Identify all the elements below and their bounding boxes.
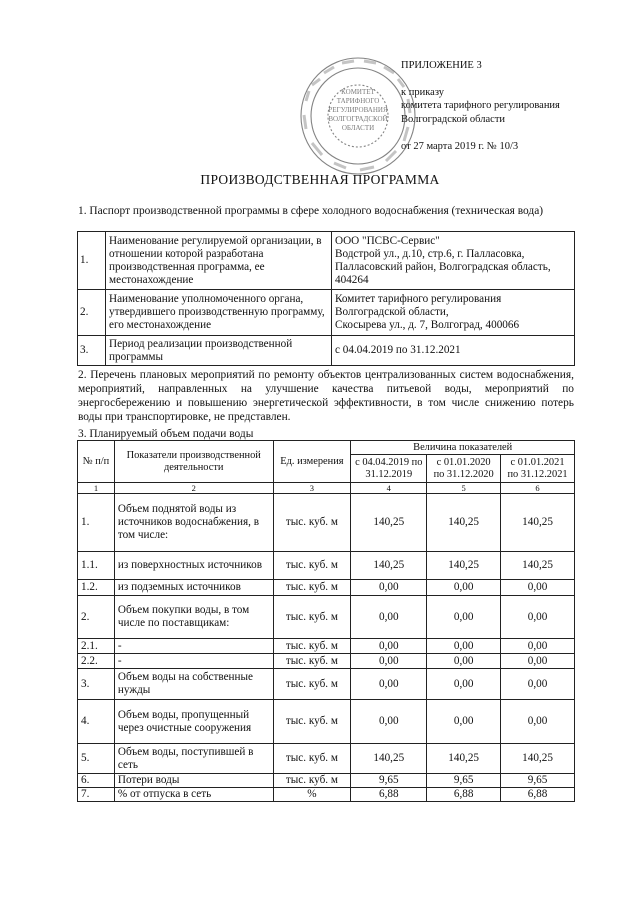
row-value: 0,00 [351, 700, 427, 744]
row-name: - [114, 654, 273, 669]
seal-line-1: КОМИТЕТ [341, 88, 375, 96]
header-period: с 01.01.2021 по 31.12.2021 [501, 455, 575, 483]
row-value: 0,00 [427, 654, 501, 669]
table-row [78, 580, 575, 596]
passport-value-line: Водстрой ул., д.10, стр.6, г. Палласовка, Палласовский район, Волгоградская область, 404264 [335, 247, 551, 286]
seal-line-4: ВОЛГОГРАДСКОЙ [328, 115, 388, 123]
row-name: из подземных источников [114, 580, 273, 596]
passport-value-line: ООО "ПСВС-Сервис" [335, 234, 440, 247]
appendix-date: от 27 марта 2019 г. № 10/3 [401, 140, 519, 152]
row-value: 0,00 [427, 580, 501, 596]
row-value: 140,25 [351, 494, 427, 552]
section3-heading-text: 3. Планируемый объем подачи воды [78, 428, 254, 440]
row-value: 6,88 [427, 788, 501, 802]
row-unit: тыс. куб. м [273, 552, 351, 580]
table-row [78, 788, 575, 802]
passport-value-line: с 04.04.2019 по 31.12.2021 [335, 344, 461, 356]
row-unit: тыс. куб. м [273, 669, 351, 700]
table-row [78, 669, 575, 700]
header-period: с 04.04.2019 по 31.12.2019 [351, 455, 427, 483]
row-unit: тыс. куб. м [273, 639, 351, 654]
index-cell: 2 [114, 483, 273, 494]
table-row [78, 654, 575, 669]
row-num: 3. [78, 669, 115, 700]
row-num: 2. [78, 596, 115, 639]
passport-row-value [332, 232, 575, 290]
section1-heading [78, 204, 574, 218]
seal-line-5: ОБЛАСТИ [341, 124, 375, 132]
table-row [78, 700, 575, 744]
row-name: % от отпуска в сеть [114, 788, 273, 802]
row-unit: тыс. куб. м [273, 494, 351, 552]
appendix-line-3: Волгоградской области [401, 113, 506, 125]
row-unit: тыс. куб. м [273, 774, 351, 788]
row-value: 6,88 [351, 788, 427, 802]
row-value: 0,00 [501, 669, 575, 700]
row-value: 0,00 [501, 700, 575, 744]
passport-row-label: Наименование регулируемой организации, в отношении которой разработана производственная программа, ее местонахождение [106, 232, 332, 290]
row-value: 0,00 [351, 596, 427, 639]
row-unit: тыс. куб. м [273, 580, 351, 596]
section1-heading-text: 1. Паспорт производственной программы в сфере холодного водоснабжения (техническая вода) [78, 205, 544, 217]
row-value: 140,25 [351, 552, 427, 580]
row-value: 0,00 [427, 596, 501, 639]
row-name: Объем воды, поступившей в сеть [114, 744, 273, 774]
index-cell: 4 [351, 483, 427, 494]
appendix-block [401, 59, 560, 153]
row-value: 0,00 [427, 639, 501, 654]
passport-row-label: Период реализации производственной программы [106, 336, 332, 366]
passport-value-line: Комитет тарифного регулирования Волгоградской области, [335, 293, 502, 318]
header-num: № п/п [78, 441, 115, 483]
header-row [78, 441, 575, 455]
row-num: 1.2. [78, 580, 115, 596]
row-name: из поверхностных источников [114, 552, 273, 580]
row-unit: % [273, 788, 351, 802]
seal-line-2: ТАРИФНОГО [336, 97, 380, 105]
table-row [78, 552, 575, 580]
row-unit: тыс. куб. м [273, 744, 351, 774]
header-values-group: Величина показателей [351, 441, 575, 455]
row-value: 0,00 [351, 580, 427, 596]
passport-row-value [332, 336, 575, 366]
table-row [78, 494, 575, 552]
row-value: 0,00 [427, 669, 501, 700]
row-name: Потери воды [114, 774, 273, 788]
passport-row-num: 2. [78, 290, 106, 336]
table-row [78, 596, 575, 639]
row-name: Объем поднятой воды из источников водоснабжения, в том числе: [114, 494, 273, 552]
passport-row [78, 232, 575, 290]
row-value: 9,65 [427, 774, 501, 788]
header-period: с 01.01.2020 по 31.12.2020 [427, 455, 501, 483]
row-num: 6. [78, 774, 115, 788]
index-cell: 3 [273, 483, 351, 494]
row-value: 0,00 [351, 669, 427, 700]
row-num: 2.1. [78, 639, 115, 654]
index-cell: 5 [427, 483, 501, 494]
passport-row [78, 290, 575, 336]
row-num: 1.1. [78, 552, 115, 580]
row-value: 140,25 [351, 744, 427, 774]
header-unit: Ед. измерения [273, 441, 351, 483]
passport-row-num: 3. [78, 336, 106, 366]
row-num: 5. [78, 744, 115, 774]
passport-table [77, 231, 575, 366]
index-cell: 6 [501, 483, 575, 494]
passport-row-num: 1. [78, 232, 106, 290]
row-num: 4. [78, 700, 115, 744]
row-value: 140,25 [427, 494, 501, 552]
page-title: ПРОИЗВОДСТВЕННАЯ ПРОГРАММА [200, 172, 440, 187]
row-name: Объем воды, пропущенный через очистные сооружения [114, 700, 273, 744]
index-row [78, 483, 575, 494]
row-num: 7. [78, 788, 115, 802]
row-num: 1. [78, 494, 115, 552]
passport-value-line: Скосырева ул., д. 7, Волгоград, 400066 [335, 319, 520, 331]
passport-row-label: Наименование уполномоченного органа, утвердившего производственную программу, его местонахождение [106, 290, 332, 336]
table-row [78, 774, 575, 788]
table-row [78, 744, 575, 774]
row-value: 0,00 [351, 639, 427, 654]
table-row [78, 639, 575, 654]
appendix-line-2: комитета тарифного регулирования [401, 100, 560, 112]
row-unit: тыс. куб. м [273, 596, 351, 639]
water-volume-table [77, 440, 575, 802]
row-name: Объем воды на собственные нужды [114, 669, 273, 700]
row-value: 140,25 [501, 744, 575, 774]
row-value: 140,25 [501, 494, 575, 552]
row-value: 0,00 [501, 596, 575, 639]
appendix-line-1: к приказу [401, 87, 444, 99]
row-name: Объем покупки воды, в том числе по поставщикам: [114, 596, 273, 639]
row-value: 140,25 [427, 552, 501, 580]
index-cell: 1 [78, 483, 115, 494]
row-value: 0,00 [501, 580, 575, 596]
row-num: 2.2. [78, 654, 115, 669]
appendix-label: ПРИЛОЖЕНИЕ 3 [401, 60, 482, 71]
row-value: 9,65 [351, 774, 427, 788]
row-value: 0,00 [351, 654, 427, 669]
row-value: 0,00 [501, 639, 575, 654]
section3-heading [78, 427, 574, 441]
row-value: 140,25 [501, 552, 575, 580]
row-name: - [114, 639, 273, 654]
row-unit: тыс. куб. м [273, 700, 351, 744]
official-seal-stamp [298, 55, 418, 177]
section2-paragraph [78, 368, 574, 424]
row-value: 0,00 [501, 654, 575, 669]
seal-line-3: РЕГУЛИРОВАНИЯ [328, 106, 388, 114]
row-value: 6,88 [501, 788, 575, 802]
row-value: 140,25 [427, 744, 501, 774]
section2-text: 2. Перечень плановых мероприятий по ремонту объектов централизованных систем водоснабжения, мероприятий, направленных на улучшение качества питьевой воды, мероприятий по энергосбережению и повышению энергетической эффективности, в том числе снижению потерь воды при транспортировке, не представлен. [78, 369, 574, 423]
row-value: 0,00 [427, 700, 501, 744]
passport-row [78, 336, 575, 366]
row-unit: тыс. куб. м [273, 654, 351, 669]
row-value: 9,65 [501, 774, 575, 788]
passport-row-value [332, 290, 575, 336]
header-indicator: Показатели производственной деятельности [114, 441, 273, 483]
